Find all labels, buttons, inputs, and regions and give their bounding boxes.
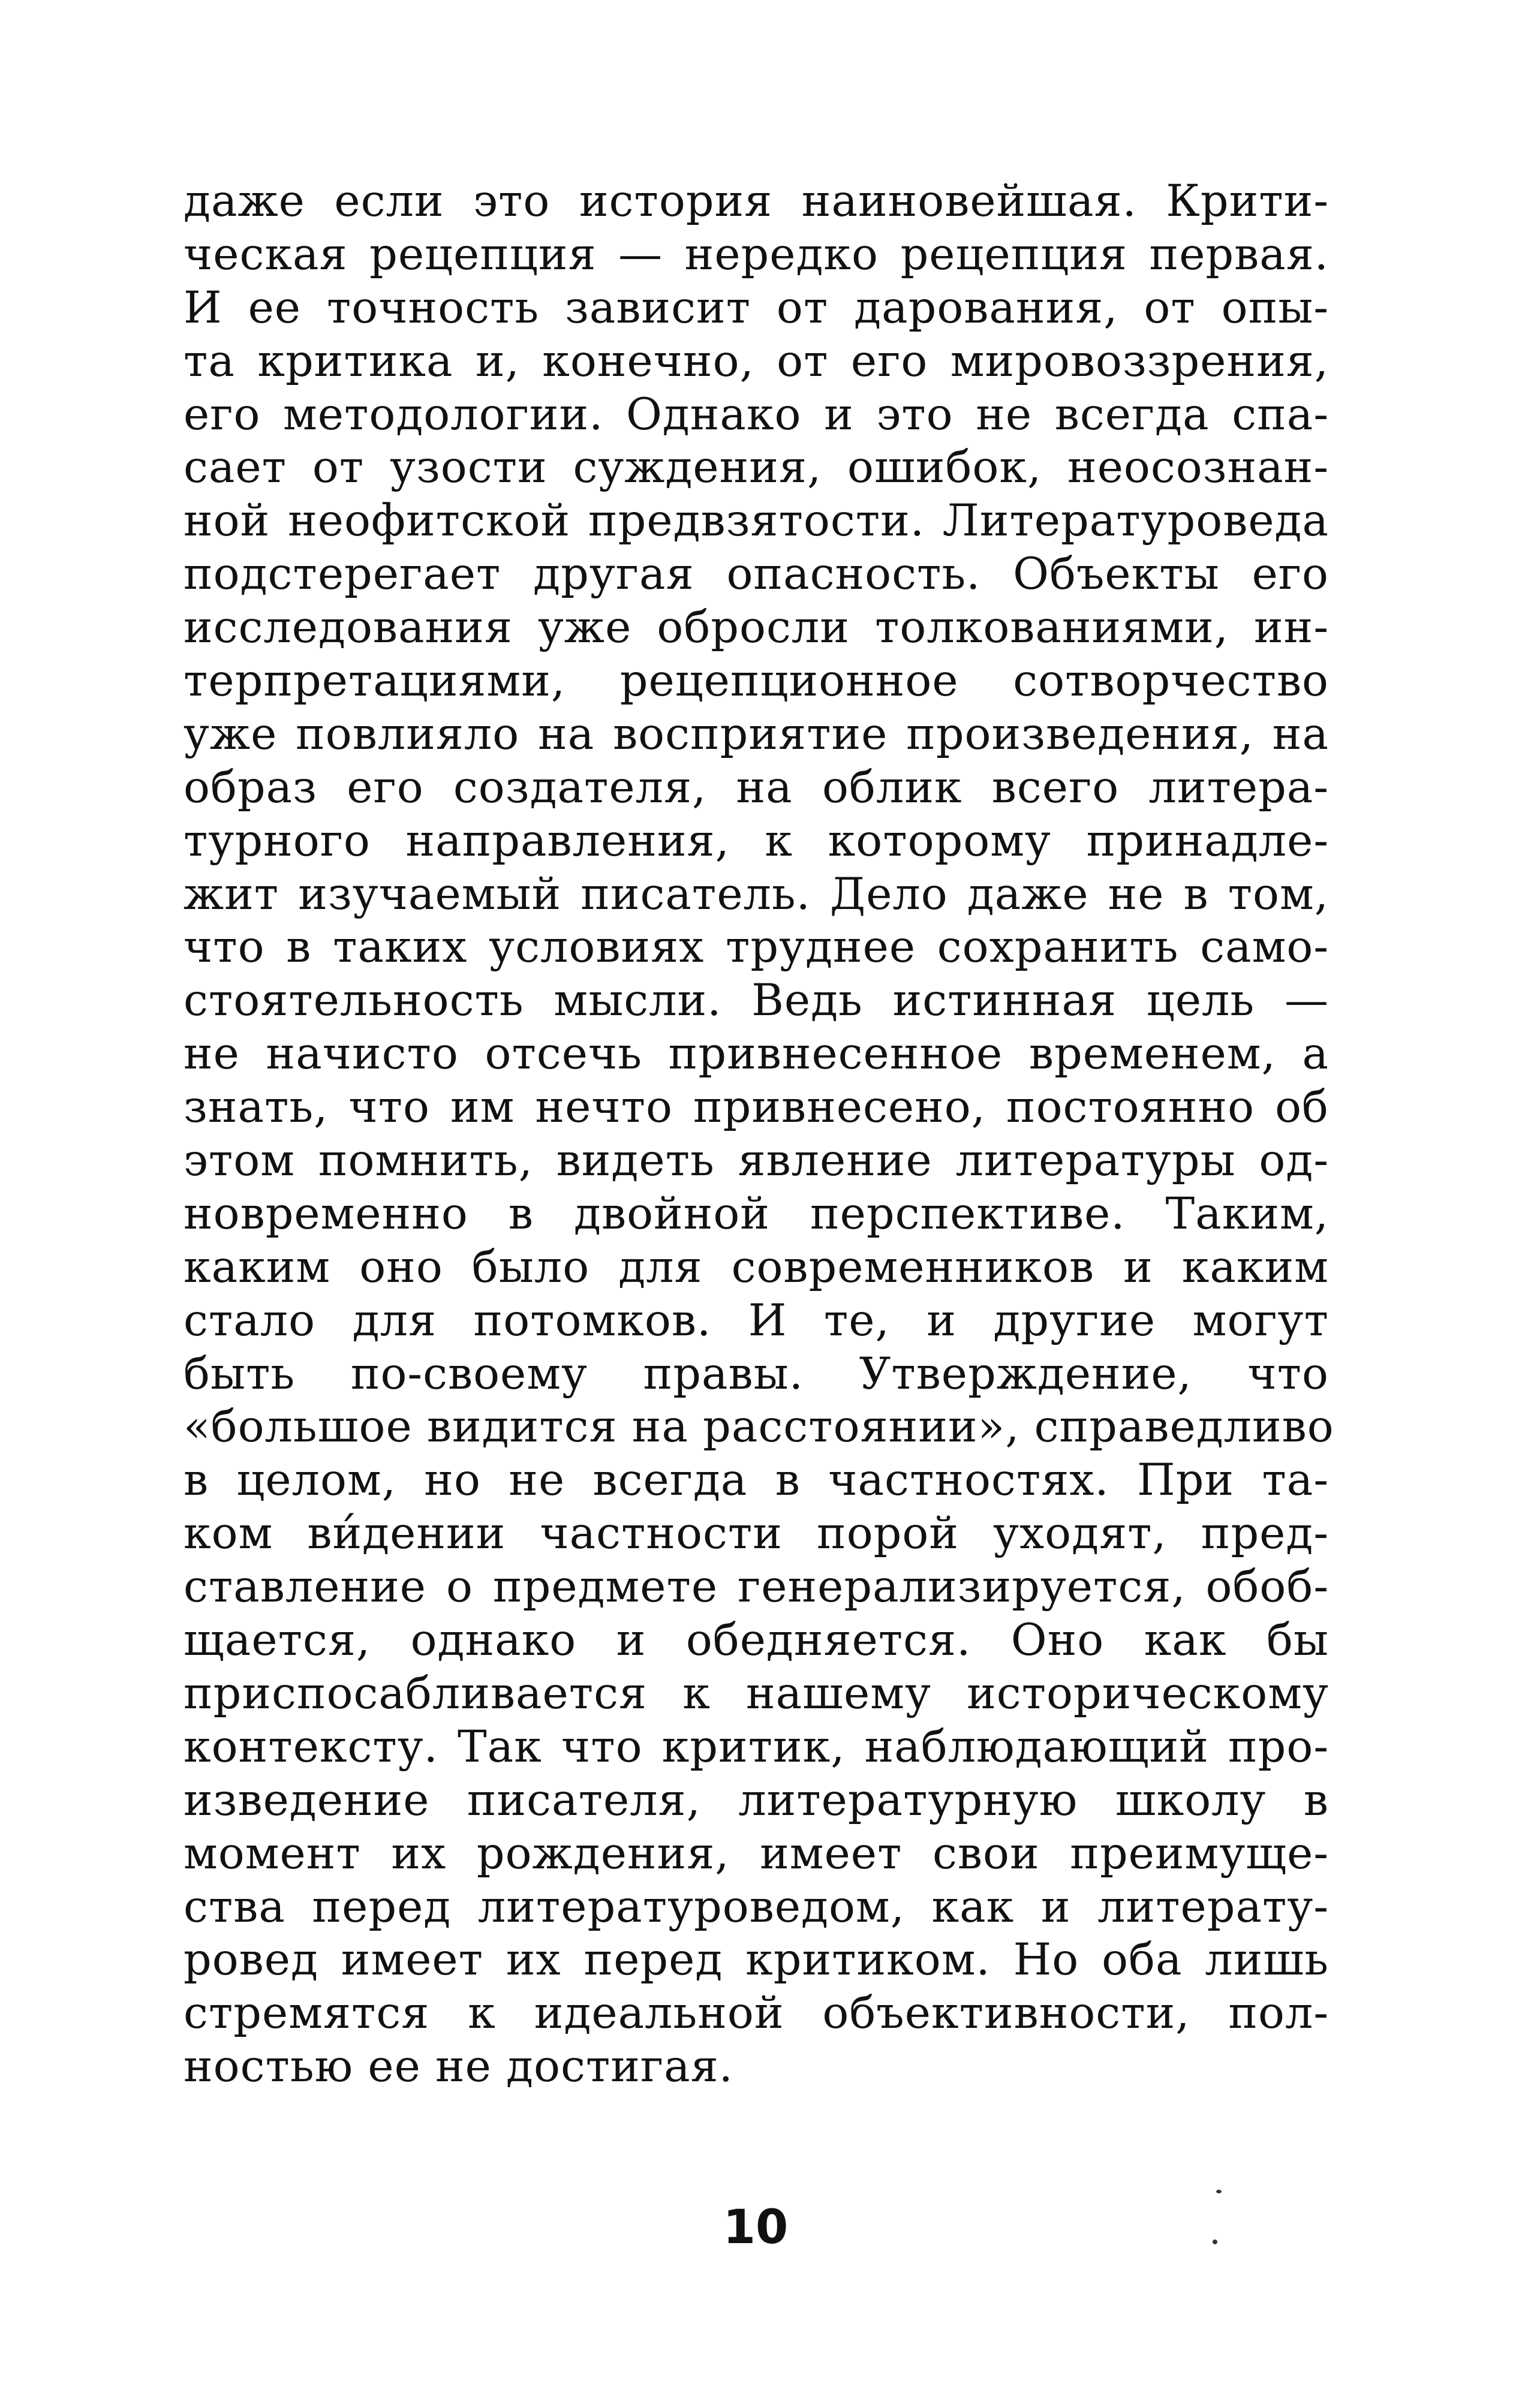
text-line: момент их рождения, имеет свои преимуще- (184, 1828, 1329, 1879)
scan-speck (1213, 2240, 1217, 2244)
text-line: турного направления, к которому принадле- (184, 815, 1329, 866)
text-line: образ его создателя, на облик всего литера- (184, 761, 1329, 813)
text-line: сает от узости суждения, ошибок, неосознан- (184, 442, 1329, 493)
text-line: ной неофитской предвзятости. Литературоведа (184, 495, 1329, 547)
text-line: стремятся к идеальной объективности, пол- (184, 1988, 1329, 2039)
text-line: подстерегает другая опасность. Объекты его (184, 549, 1329, 600)
text-line: новременно в двойной перспективе. Таким, (184, 1188, 1329, 1239)
text-line: его методологии. Однако и это не всегда спа- (184, 389, 1329, 440)
text-line: в целом, но не всегда в частностях. При та- (184, 1455, 1329, 1506)
text-line: стоятельность мысли. Ведь истинная цель — (184, 975, 1329, 1027)
text-line: ставление о предмете генерализируется, обоб- (184, 1561, 1329, 1613)
text-line: ства перед литературоведом, как и литерату- (184, 1881, 1329, 1933)
text-line: щается, однако и обедняется. Оно как бы (184, 1615, 1329, 1666)
text-line: ровед имеет их перед критиком. Но оба лишь (184, 1934, 1329, 1986)
text-line: не начисто отсечь привнесенное временем, а (184, 1028, 1329, 1080)
text-line-last: ностью ее не достигая. (184, 2041, 733, 2093)
text-line: изведение писателя, литературную школу в (184, 1774, 1329, 1826)
scan-speck (1216, 2190, 1222, 2193)
text-line: этом помнить, видеть явление литературы од- (184, 1135, 1329, 1187)
text-line: исследования уже обросли толкованиями, ин- (184, 602, 1329, 654)
body-text (184, 175, 1334, 2094)
page-number: 10 (723, 2201, 789, 2255)
text-line: что в таких условиях труднее сохранить само- (184, 922, 1329, 973)
text-line: И ее точность зависит от дарования, от опы- (184, 282, 1329, 333)
text-line: терпретациями, рецепционное сотворчество (184, 655, 1329, 707)
text-line: даже если это история наиновейшая. Крити- (184, 176, 1329, 227)
text-line: жит изучаемый писатель. Дело даже не в том, (184, 868, 1329, 920)
text-line: та критика и, конечно, от его мировоззрения, (184, 335, 1329, 387)
text-line: знать, что им нечто привнесено, постоянно об (184, 1082, 1329, 1133)
text-line: ком ви́дении частности порой уходят, пред- (184, 1508, 1329, 1560)
text-line: приспосабливается к нашему историческому (184, 1667, 1329, 1719)
text-line: контексту. Так что критик, наблюдающий про- (184, 1721, 1329, 1772)
text-line: «большое видится на расстоянии», справедливо (184, 1401, 1334, 1453)
text-line: стало для потомков. И те, и другие могут (184, 1295, 1329, 1346)
text-line: ческая рецепция — нередко рецепция первая. (184, 228, 1329, 280)
text-line: быть по-своему правы. Утверждение, что (184, 1348, 1329, 1399)
text-line: каким оно было для современников и каким (184, 1241, 1329, 1293)
text-line: уже повлияло на восприятие произведения, на (184, 708, 1329, 760)
